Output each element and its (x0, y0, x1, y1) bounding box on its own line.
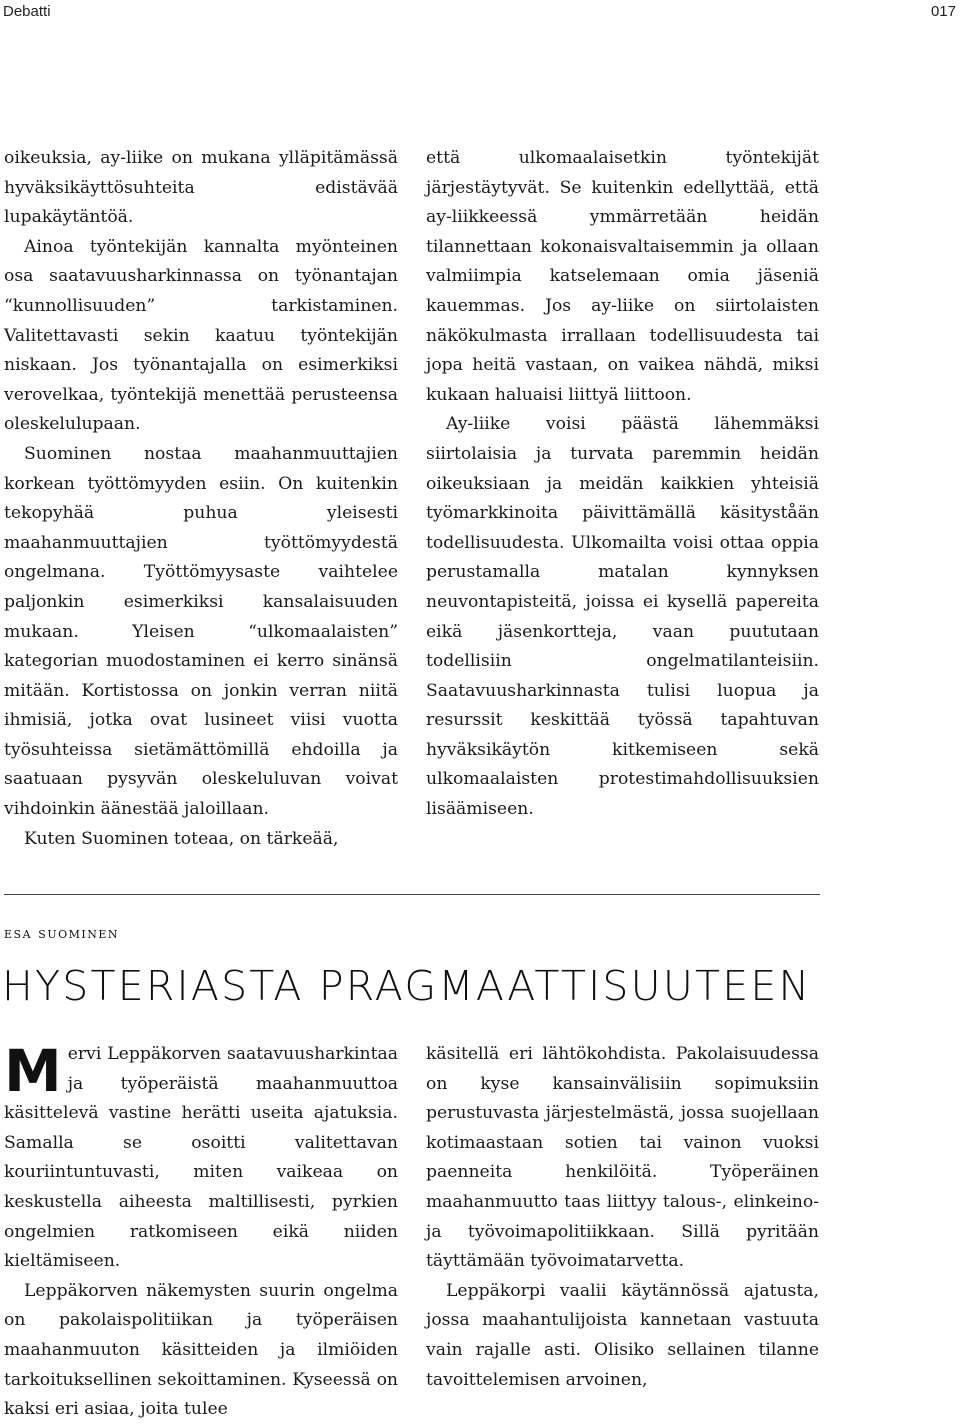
paragraph: Kuten Suominen toteaa, on tärkeää, (24, 828, 339, 849)
drop-cap: M (4, 1037, 62, 1105)
section-name: Debatti (3, 3, 51, 20)
paragraph: Leppäkorpi vaalii käytännössä ajatusta, jossa maahantulijoista kannetaan vastuuta vain rajalle asti. Olisiko sellainen tilanne tavoittelemisen arvoinen, (426, 1280, 819, 1390)
paragraph: oikeuksia, ay-liike on mukana ylläpitämässä hyväksikäyttösuhteita edistävää lupakäytäntöä. (4, 148, 398, 228)
section-divider (4, 894, 820, 895)
article-title: HYSTERIASTA PRAGMAATTISUUTEEN (2, 962, 812, 1010)
previous-article-right-column (426, 144, 819, 825)
article-left-column (4, 1037, 398, 1425)
running-header (0, 0, 960, 24)
previous-article-left-column (4, 144, 398, 854)
paragraph: Leppäkorven näkemysten suurin ongelma on pakolaispolitiikan ja työperäisen maahanmuuton käsitteiden ja ilmiöiden tarkoituksellinen sekoittaminen. Kyseessä on kaksi eri asiaa, joita tulee (4, 1280, 398, 1420)
paragraph: Ainoa työntekijän kannalta myönteinen osa saatavuusharkinnassa on työnantajan “kunnollisuuden” tarkistaminen. Valitettavasti sekin kaatuu työntekijän niskaan. Jos työnantajalla on esimerkiksi verovelkaa, työntekijä menettää perusteensa oleskelulupaan. (4, 236, 398, 435)
lead-paragraph-text: ervi Leppäkorven saatavuusharkintaa ja työperäistä maahanmuuttoa käsittelevä vastine herätti useita ajatuksia. Samalla se osoitti valitettavan kouriintuntuvasti, miten vaikeaa on keskustella aiheesta maltillisesti, pyrkien ongelmien ratkomiseen eikä niiden kieltämiseen. (4, 1044, 398, 1272)
lead-paragraph (4, 1037, 398, 1277)
page-number: 017 (930, 3, 956, 20)
paragraph: että ulkomaalaisetkin työntekijät järjestäytyvät. Se kuitenkin edellyttää, että ay-liikkeessä ymmärretään heidän tilannettaan kokonaisvaltaisemmin ja ollaan valmiimpia katselemaan omia jäseniä kauemmas. Jos ay-liike on siirtolaisten näkökulmasta irrallaan todellisuudesta tai jopa heitä vastaan, on vaikea nähdä, miksi kukaan haluaisi liittyä liittoon. (426, 148, 819, 405)
article-author: esa suominen (4, 924, 119, 942)
paragraph: Ay-liike voisi päästä lähemmäksi siirtolaisia ja turvata paremmin heidän oikeuksiaan ja meidän kaikkien yhteisiä työmarkkinoita päivittämällä käsityståän todellisuudesta. Ulkomailta voisi ottaa oppia perustamalla matalan kynnyksen neuvontapisteitä, joissa ei kysellä papereita eikä jäsenkortteja, vaan puututaan todellisiin ongelmatilanteisiin. Saatavuusharkinnasta tulisi luopua ja resurssit keskittää työssä tapahtuvan hyväksikäytön kitkemiseen sekä ulkomaalaisten protestimahdollisuuksien lisäämiseen. (426, 414, 819, 820)
paragraph: Suominen nostaa maahanmuuttajien korkean työttömyyden esiin. On kuitenkin tekopyhää puhua yleisesti maahanmuuttajien työttömyydestä ongelmana. Työttömyysaste vaihtelee paljonkin esimerkiksi kansalaisuuden mukaan. Yleisen “ulkomaalaisten” kategorian muodostaminen ei kerro sinänsä mitään. Kortistossa on jonkin verran niitä ihmisiä, jotka ovat lusineet viisi vuotta työsuhteissa sietämättömillä ehdoilla ja saatuaan pysyvän oleskeluluvan voivat vihdoinkin äänestää jaloillaan. (4, 443, 398, 820)
paragraph: käsitellä eri lähtökohdista. Pakolaisuudessa on kyse kansainvälisiin sopimuksiin perustuvasta järjestelmästä, jossa suojellaan kotimaastaan sotien tai vainon vuoksi paenneita henkilöitä. Työperäinen maahanmuutto taas liittyy talous-, elinkeino- ja työvoimapolitiikkaan. Sillä pyritään täyttämään työvoimatarvetta. (426, 1044, 819, 1272)
article-right-column (426, 1040, 819, 1395)
